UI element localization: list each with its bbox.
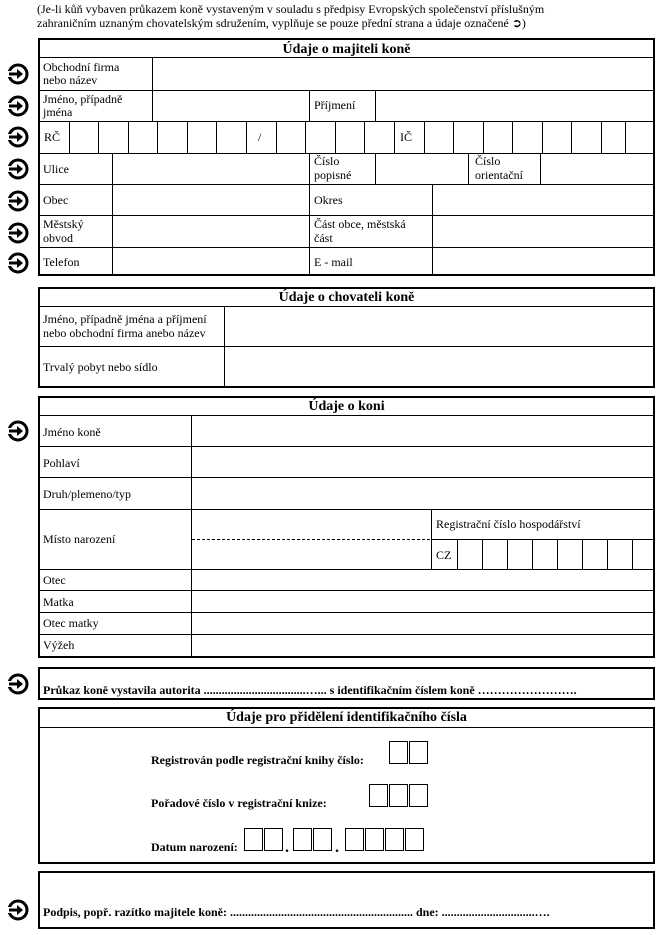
birth-year-digit-2[interactable] (365, 828, 384, 851)
birthplace-field[interactable] (192, 510, 430, 569)
intro-note-line2: zahraničním uznaným chovatelským sdružením, vyplňuje se pouze přední strana a údaje označené ➲) (37, 16, 526, 30)
order-no-label: Pořadové číslo v registrační knize: (151, 796, 327, 810)
horse-breed-label: Druh/plemeno/typ (43, 487, 131, 501)
owner-name-label-2: jména (43, 105, 73, 119)
id-assign-title: Údaje pro přidělení identifikačního čísla (226, 710, 467, 725)
orient-no-label: Číslo (475, 154, 501, 168)
owner-surname-label: Příjmení (314, 98, 356, 112)
arrow-right-circle-icon (7, 63, 29, 85)
city-district-field[interactable] (113, 216, 308, 247)
dam-label: Matka (43, 595, 74, 609)
order-no-digit-3[interactable] (409, 784, 428, 807)
sire-field[interactable] (192, 570, 653, 590)
birth-month-digit-2[interactable] (313, 828, 332, 851)
town-part-label: Část obce, městská (314, 217, 406, 231)
arrow-right-circle-icon (7, 158, 29, 180)
arrow-right-circle-icon (7, 126, 29, 148)
dam-sire-label: Otec matky (43, 616, 99, 630)
house-no-label-2: popisné (314, 168, 352, 182)
passport-text: Průkaz koně vystavila autorita ..................................…... s identifikačním číslem koně ……………………. (43, 683, 577, 697)
horse-name-label: Jméno koně (43, 425, 101, 439)
cz-label: CZ (436, 548, 452, 562)
signature-section (38, 871, 655, 929)
arrow-right-circle-icon (7, 252, 29, 274)
street-label: Ulice (43, 162, 69, 176)
signature-text: Podpis, popř. razítko majitele koně: ............................................................. dne: ...............................…. (43, 905, 550, 919)
birth-month-digit-1[interactable] (293, 828, 312, 851)
arrow-right-circle-icon (7, 899, 29, 921)
raising-label: Výžeh (43, 638, 75, 652)
horse-name-field[interactable] (192, 416, 653, 446)
town-part-field[interactable] (433, 216, 653, 247)
birth-date-label: Datum narození: (151, 840, 238, 854)
district-label: Okres (314, 193, 343, 207)
birth-day-digit-1[interactable] (244, 828, 263, 851)
city-district-label: Městský (43, 217, 84, 231)
birth-year-digit-3[interactable] (385, 828, 404, 851)
dam-sire-field[interactable] (192, 613, 653, 634)
birth-year-digit-1[interactable] (345, 828, 364, 851)
order-no-digit-2[interactable] (389, 784, 408, 807)
horse-sex-field[interactable] (192, 447, 653, 477)
birth-year-digit-4[interactable] (405, 828, 424, 851)
owner-name-field[interactable] (153, 91, 308, 121)
street-field[interactable] (113, 154, 308, 184)
owner-firm-field[interactable] (153, 58, 653, 90)
orient-no-label-2: orientační (475, 168, 523, 182)
arrow-right-circle-icon (7, 420, 29, 442)
phone-label: Telefon (43, 255, 80, 269)
breeder-name-label: Jméno, případně jména a příjmení (43, 312, 207, 326)
intro-note-line1: (Je-li kůň vybaven průkazem koně vystaveným v souladu s předpisy Evropských společenství příslušným (37, 2, 545, 16)
reg-no-label: Registrační číslo hospodářství (436, 517, 581, 531)
town-part-label-2: část (314, 231, 333, 245)
raising-field[interactable] (192, 635, 653, 656)
owner-title: Údaje o majiteli koně (282, 42, 411, 57)
ic-field[interactable] (424, 122, 653, 153)
sire-label: Otec (43, 573, 66, 587)
ic-label: IČ (400, 130, 412, 144)
breeder-residence-field[interactable] (225, 347, 653, 386)
breeder-name-label-2: nebo obchodní firma anebo název (43, 326, 206, 340)
book-no-digit-1[interactable] (389, 741, 408, 764)
city-district-label-2: obvod (43, 231, 73, 245)
date-dot-1: . (285, 839, 289, 856)
town-label: Obec (43, 193, 69, 207)
owner-name-label: Jméno, případně (43, 92, 123, 106)
order-no-digit-1[interactable] (369, 784, 388, 807)
email-label: E - mail (314, 255, 353, 269)
birthplace-label: Místo narození (43, 532, 116, 546)
horse-title: Údaje o koni (308, 399, 385, 414)
rc-slash: / (258, 130, 262, 144)
breeder-residence-label: Trvalý pobyt nebo sídlo (43, 360, 158, 374)
arrow-right-circle-icon (7, 190, 29, 212)
birth-day-digit-2[interactable] (264, 828, 283, 851)
arrow-right-circle-icon (7, 222, 29, 244)
district-field[interactable] (433, 185, 653, 215)
horse-breed-field[interactable] (192, 478, 653, 509)
owner-surname-field[interactable] (376, 91, 653, 121)
book-no-label: Registrován podle registrační knihy číslo: (151, 753, 364, 767)
arrow-right-circle-icon (7, 95, 29, 117)
town-field[interactable] (113, 185, 308, 215)
phone-field[interactable] (113, 248, 308, 275)
arrow-right-circle-icon (7, 673, 29, 695)
book-no-digit-2[interactable] (409, 741, 428, 764)
email-field[interactable] (433, 248, 653, 275)
reg-no-field[interactable] (458, 540, 653, 569)
rc-field[interactable] (70, 122, 394, 153)
orient-no-field[interactable] (541, 154, 653, 184)
breeder-name-field[interactable] (225, 307, 653, 346)
owner-firm-label-2: nebo název (43, 73, 98, 87)
breeder-title: Údaje o chovateli koně (278, 290, 415, 305)
horse-sex-label: Pohlaví (43, 456, 80, 470)
rc-label: RČ (44, 130, 61, 144)
dam-field[interactable] (192, 591, 653, 612)
house-no-label: Číslo (314, 154, 340, 168)
owner-firm-label: Obchodní firma (43, 60, 120, 74)
date-dot-2: . (335, 839, 339, 856)
house-no-field[interactable] (376, 154, 467, 184)
